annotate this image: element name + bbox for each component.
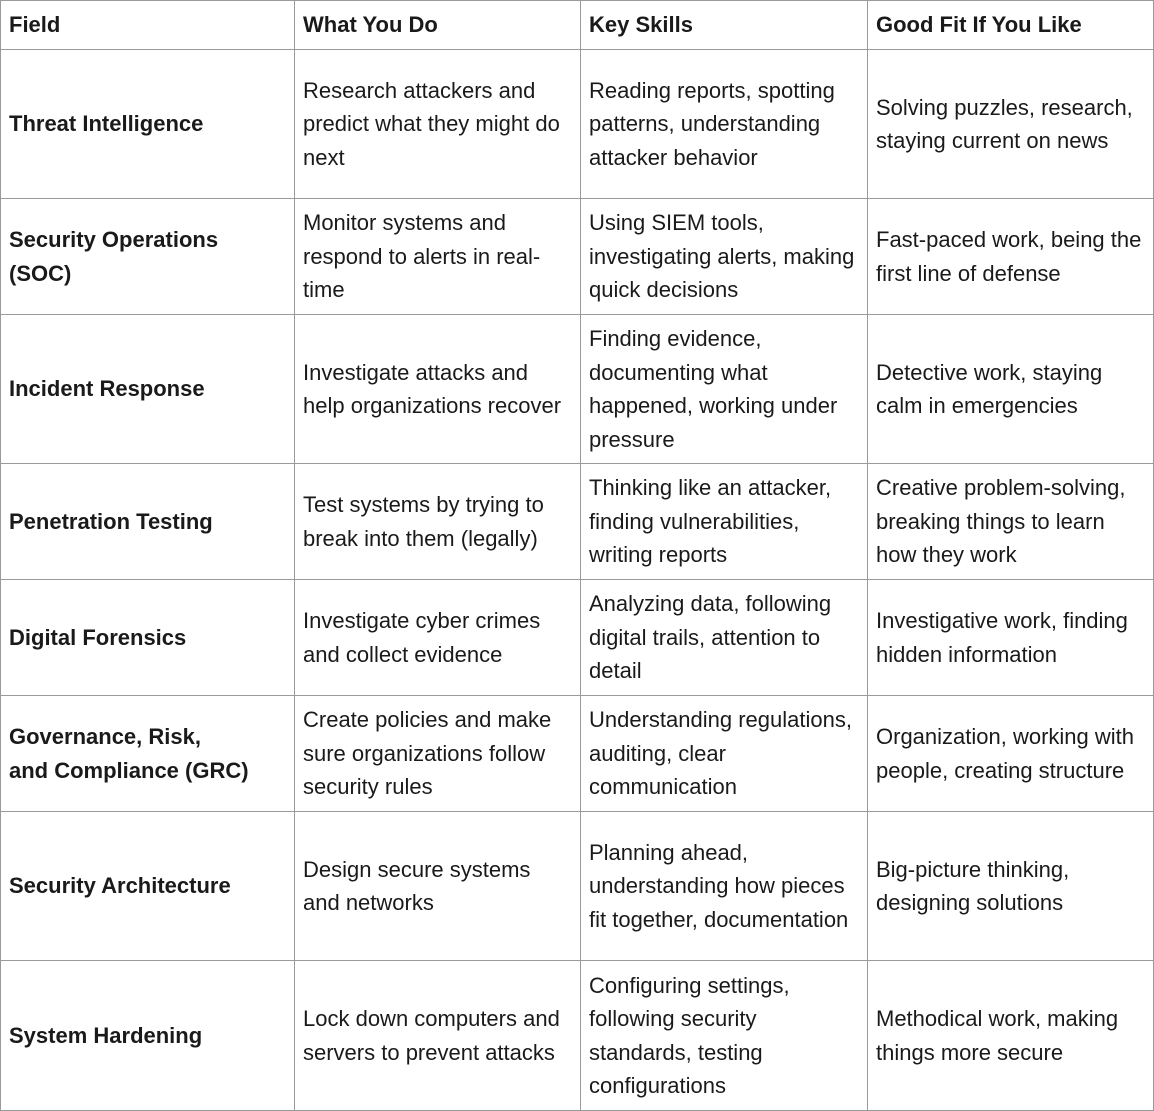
header-field: Field <box>1 1 295 50</box>
table-row <box>1 696 1154 812</box>
what-cell: Create policies and make sure organizations follow security rules <box>295 696 581 812</box>
field-cell: Governance, Risk, and Compliance (GRC) <box>1 696 295 812</box>
table-row <box>1 580 1154 696</box>
fit-cell: Big-picture thinking, designing solutions <box>868 812 1154 961</box>
fit-cell: Organization, working with people, creating structure <box>868 696 1154 812</box>
what-cell: Investigate cyber crimes and collect evidence <box>295 580 581 696</box>
field-cell: System Hardening <box>1 961 295 1111</box>
what-cell: Research attackers and predict what they might do next <box>295 50 581 199</box>
what-cell: Monitor systems and respond to alerts in real-time <box>295 199 581 315</box>
skills-cell: Planning ahead, understanding how pieces fit together, documentation <box>581 812 868 961</box>
what-cell: Test systems by trying to break into them (legally) <box>295 464 581 580</box>
fit-cell: Fast-paced work, being the first line of defense <box>868 199 1154 315</box>
skills-cell: Configuring settings, following security standards, testing configurations <box>581 961 868 1111</box>
fit-cell: Solving puzzles, research, staying current on news <box>868 50 1154 199</box>
what-cell: Design secure systems and networks <box>295 812 581 961</box>
table-row <box>1 315 1154 464</box>
field-cell: Threat Intelligence <box>1 50 295 199</box>
field-cell: Security Architecture <box>1 812 295 961</box>
header-row <box>1 1 1154 50</box>
table-header <box>1 1 1154 50</box>
table-row <box>1 199 1154 315</box>
field-cell: Incident Response <box>1 315 295 464</box>
table-row <box>1 50 1154 199</box>
field-cell: Digital Forensics <box>1 580 295 696</box>
skills-cell: Finding evidence, documenting what happened, working under pressure <box>581 315 868 464</box>
fit-cell: Investigative work, finding hidden information <box>868 580 1154 696</box>
skills-cell: Thinking like an attacker, finding vulnerabilities, writing reports <box>581 464 868 580</box>
field-cell: Penetration Testing <box>1 464 295 580</box>
table-body <box>1 50 1154 1111</box>
table-row <box>1 961 1154 1111</box>
what-cell: Lock down computers and servers to prevent attacks <box>295 961 581 1111</box>
fit-cell: Methodical work, making things more secure <box>868 961 1154 1111</box>
skills-cell: Reading reports, spotting patterns, understanding attacker behavior <box>581 50 868 199</box>
fit-cell: Detective work, staying calm in emergencies <box>868 315 1154 464</box>
skills-cell: Analyzing data, following digital trails, attention to detail <box>581 580 868 696</box>
what-cell: Investigate attacks and help organizations recover <box>295 315 581 464</box>
header-key-skills: Key Skills <box>581 1 868 50</box>
skills-cell: Understanding regulations, auditing, clear communication <box>581 696 868 812</box>
header-what-you-do: What You Do <box>295 1 581 50</box>
table-row <box>1 812 1154 961</box>
table-row <box>1 464 1154 580</box>
field-cell: Security Operations (SOC) <box>1 199 295 315</box>
header-good-fit: Good Fit If You Like <box>868 1 1154 50</box>
skills-cell: Using SIEM tools, investigating alerts, making quick decisions <box>581 199 868 315</box>
fit-cell: Creative problem-solving, breaking things to learn how they work <box>868 464 1154 580</box>
